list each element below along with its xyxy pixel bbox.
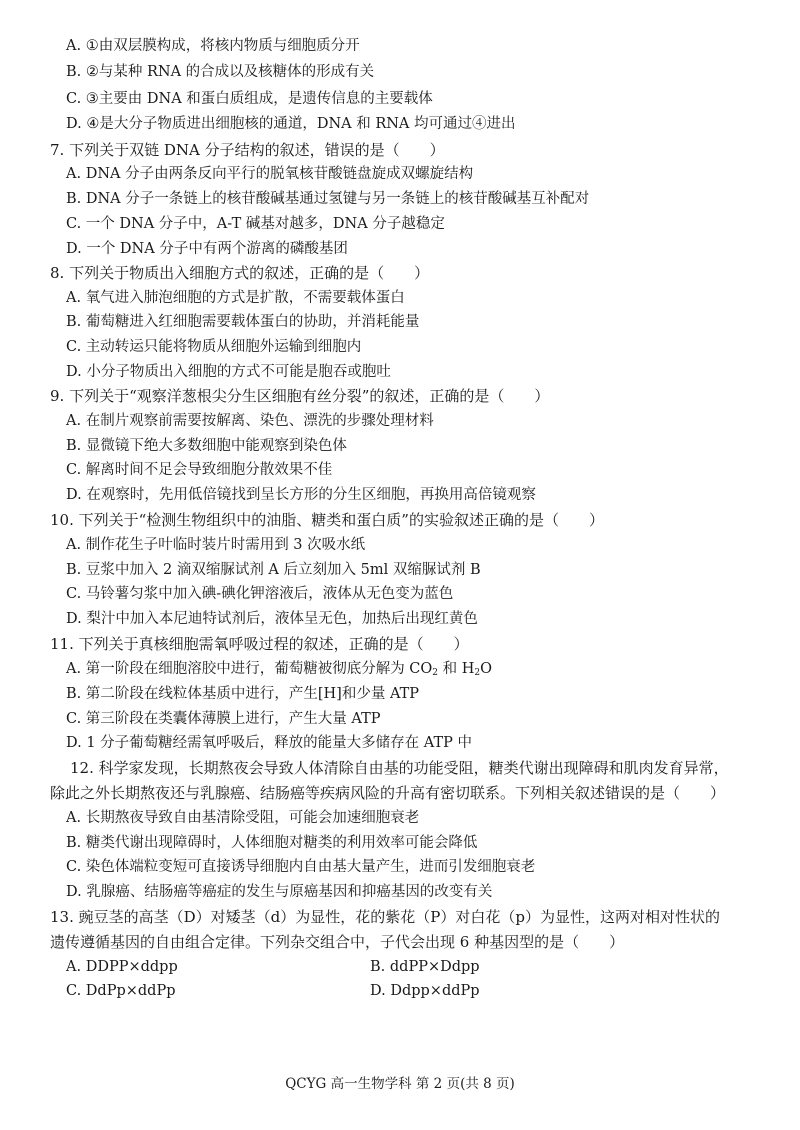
q13-option-c: C. DdPp×ddPp [66,983,176,999]
q7-stem: 7. 下列关于双链 DNA 分子结构的叙述，错误的是（ ） [50,141,445,159]
q11-option-a [66,659,492,679]
q7-option-d: D. 一个 DNA 分子中有两个游离的磷酸基团 [66,241,348,257]
q11-subscript: 2 [474,668,481,678]
q8-option-b: B. 葡萄糖进入红细胞需要载体蛋白的协助，并消耗能量 [66,314,420,330]
q7-option-a: A. DNA 分子由两条反向平行的脱氧核苷酸链盘旋成双螺旋结构 [66,166,474,182]
q7-option-c: C. 一个 DNA 分子中，A-T 碱基对越多，DNA 分子越稳定 [66,216,445,232]
q8-option-d: D. 小分子物质出入细胞的方式不可能是胞吞或胞吐 [66,364,391,380]
q8-stem: 8. 下列关于物质出入细胞方式的叙述，正确的是（ ） [50,264,430,282]
q11-option-a-mid: 和 H [438,661,475,677]
q11-option-d: D. 1 分子葡萄糖经需氧呼吸后，释放的能量大多储存在 ATP 中 [66,735,472,751]
q12-option-a: A. 长期熬夜导致自由基清除受阻，可能会加速细胞衰老 [66,810,420,826]
q13-option-d: D. Ddpp×ddPp [370,983,480,999]
q8-option-c: C. 主动转运只能将物质从细胞外运输到细胞内 [66,339,362,355]
q9-option-d: D. 在观察时，先用低倍镜找到呈长方形的分生区细胞，再换用高倍镜观察 [66,487,536,503]
q6-option-a: A. ①由双层膜构成，将核内物质与细胞质分开 [66,38,360,54]
q6-option-d: D. ④是大分子物质进出细胞核的通道，DNA 和 RNA 均可通过④进出 [66,116,516,132]
q12-option-d: D. 乳腺癌、结肠癌等癌症的发生与原癌基因和抑癌基因的改变有关 [66,884,493,900]
q13-option-a: A. DDPP×ddpp [66,959,178,975]
q11-subscript: 2 [432,668,439,678]
q12-option-c: C. 染色体端粒变短可直接诱导细胞内自由基大量产生，进而引发细胞衰老 [66,859,536,875]
q11-option-a-end: O [480,661,493,677]
q9-option-c: C. 解离时间不足会导致细胞分散效果不佳 [66,462,333,478]
q11-option-c: C. 第三阶段在类囊体薄膜上进行，产生大量 ATP [66,711,381,727]
page-footer: QCYG 高一生物学科 第 2 页(共 8 页) [285,1076,515,1092]
q12-option-b: B. 糖类代谢出现障碍时，人体细胞对糖类的利用效率可能会降低 [66,835,478,851]
q9-option-b: B. 显微镜下绝大多数细胞中能观察到染色体 [66,438,347,454]
q11-stem: 11. 下列关于真核细胞需氧呼吸过程的叙述，正确的是（ ） [50,635,469,653]
q10-stem: 10. 下列关于“检测生物组织中的油脂、糖类和蛋白质”的实验叙述正确的是（ ） [50,511,604,529]
q7-option-b: B. DNA 分子一条链上的核苷酸碱基通过氢键与另一条链上的核苷酸碱基互补配对 [66,191,590,207]
q8-option-a: A. 氧气进入肺泡细胞的方式是扩散，不需要载体蛋白 [66,290,405,306]
q10-option-b: B. 豆浆中加入 2 滴双缩脲试剂 A 后立刻加入 5ml 双缩脲试剂 B [66,562,481,578]
q13-stem-line1: 13. 豌豆茎的高茎（D）对矮茎（d）为显性，花的紫花（P）对白花（p）为显性，这两对相对性状的 [50,908,720,926]
q6-option-b: B. ②与某种 RNA 的合成以及核糖体的形成有关 [66,64,375,80]
q11-option-a-text: A. 第一阶段在细胞溶胶中进行，葡萄糖被彻底分解为 CO [66,661,433,677]
q12-stem-line2: 除此之外长期熬夜还与乳腺癌、结肠癌等疾病风险的升高有密切联系。下列相关叙述错误的是（ ） [50,784,726,802]
q13-option-b: B. ddPP×Ddpp [370,959,480,975]
q13-stem-line2: 遗传遵循基因的自由组合定律。下列杂交组合中，子代会出现 6 种基因型的是（ ） [50,933,625,951]
q10-option-c: C. 马铃薯匀浆中加入碘-碘化钾溶液后，液体从无色变为蓝色 [66,586,454,602]
q6-option-c: C. ③主要由 DNA 和蛋白质组成，是遗传信息的主要载体 [66,91,433,107]
q12-stem-line1: 12. 科学家发现，长期熬夜会导致人体清除自由基的功能受阻，糖类代谢出现障碍和肌肉发育异常， [70,759,729,777]
q11-option-b: B. 第二阶段在线粒体基质中进行，产生[H]和少量 ATP [66,686,420,702]
q9-option-a: A. 在制片观察前需要按解离、染色、漂洗的步骤处理材料 [66,413,434,429]
q10-option-d: D. 梨汁中加入本尼迪特试剂后，液体呈无色，加热后出现红黄色 [66,611,478,627]
q9-stem: 9. 下列关于“观察洋葱根尖分生区细胞有丝分裂”的叙述，正确的是（ ） [50,387,550,405]
q10-option-a: A. 制作花生子叶临时装片时需用到 3 次吸水纸 [66,537,366,553]
